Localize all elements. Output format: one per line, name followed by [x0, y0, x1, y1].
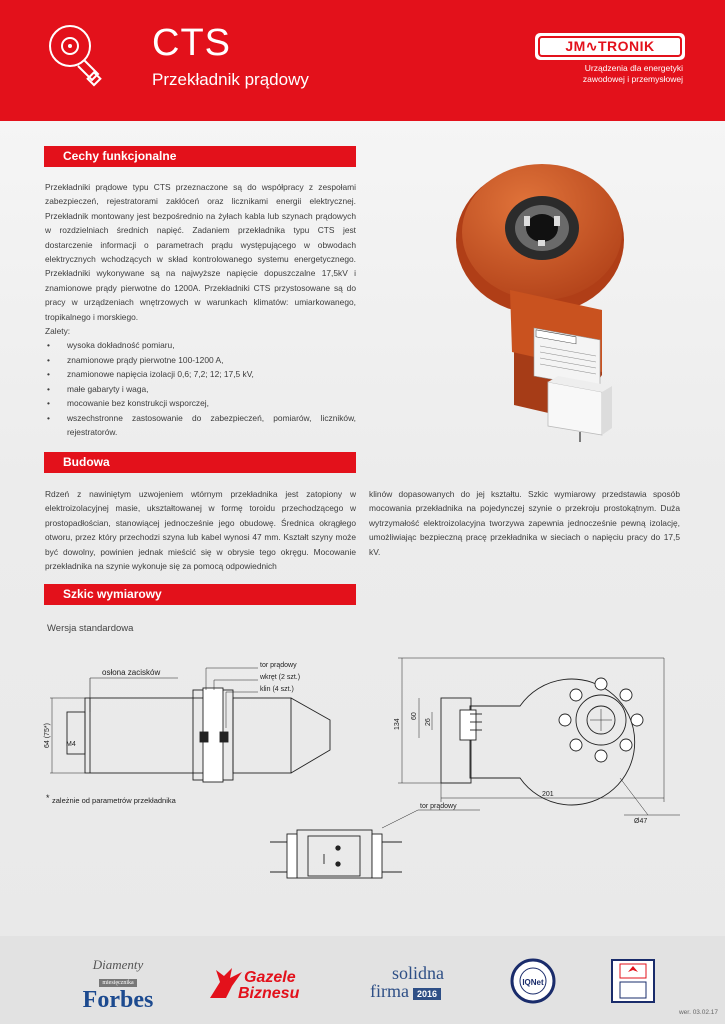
- section-heading-features: Cechy funkcjonalne: [44, 146, 356, 167]
- page-subtitle: Przekładnik prądowy: [152, 70, 309, 89]
- solidna-label-1: solidna: [392, 963, 444, 983]
- product-photo: [452, 160, 627, 450]
- current-transformer-icon: [40, 22, 106, 88]
- cert-net-label: IQNet: [522, 978, 544, 987]
- benefit-item: • znamionowe prądy pierwotne 100-1200 A,: [45, 353, 356, 367]
- award-forbes-diamonds: [78, 958, 158, 1011]
- label-dim-201: 201: [542, 791, 554, 798]
- footnote-star: *: [46, 793, 50, 803]
- section-heading-construction: Budowa: [44, 452, 356, 473]
- construction-text-col1: Rdzeń z nawiniętym uzwojeniem wtórnym przekładnika jest zatopiony w elektroizolacyjnej masie, ukształtowanej w formę toroidu przechodzącego w prostopadłościan, stanowiącej jednocześnie jego obudowę. Średnica okrągłego otworu, przez który przechodzi szyna lub kabel wynosi 47 mm. Kształt szyny może być dowolny, powinien jednak mieścić się w obrysie tego okręgu. Mocowanie przekładnika na szynie wykonuje się za pomocą odpowiednich: [45, 489, 356, 572]
- benefit-item: • znamionowe napięcia izolacji 0,6; 7,2; 12; 17,5 kV,: [45, 367, 356, 381]
- label-busbar-bottom: tor prądowy: [420, 803, 457, 810]
- award-solidna-firma: [370, 964, 460, 1003]
- header-banner: [0, 0, 725, 121]
- dimensional-drawing: [30, 650, 680, 880]
- footnote-text: zależnie od parametrów przekładnika: [52, 796, 176, 805]
- label-m4: M4: [66, 741, 76, 748]
- award-gazele: [206, 962, 316, 1012]
- logo-text: JM∿TRONIK: [538, 36, 682, 57]
- benefit-item: • wysoka dokładność pomiaru,: [45, 338, 356, 352]
- solidna-year: 2016: [413, 988, 441, 1000]
- sketch-variant-label: Wersja standardowa: [47, 623, 134, 634]
- forbes-label: Forbes: [82, 987, 154, 1013]
- version-label: wer. 03.02.17: [678, 1009, 718, 1016]
- label-dim-26: 26: [425, 718, 432, 726]
- features-intro: Przekładniki prądowe typu CTS przeznaczone są do współpracy z zespołami zabezpieczeń, rejestratorami zakłóceń oraz licznikami energii elektrycznej. Przekładnik montowany jest bezpośrednio na żyłach kabla lub szynach prądowych w rozdzielniach średnich napięć. Zadaniem przekładnika typu CTS jest dostarczenie informacji o parametrach prądu występującego w obwodach elektrycznych wchodzących w skład kontrolowanego systemu energetycznego. Przekładniki wykonywane są na najwyższe napięcie dopuszczalne 17,5kV i znamionowe prądy pierwotne do 1200A. Przekładniki CTS przystosowane są do pracy w urządzeniach wnętrzowych w warunkach klimatów: umiarkowanego, tropikalnego i morskiego.: [45, 182, 356, 322]
- benefit-item: • wszechstronne zastosowanie do zabezpieczeń, pomiarów, liczników, rejestratorów.: [45, 411, 356, 440]
- label-terminal-cover: osłona zacisków: [102, 668, 161, 677]
- diamonds-sub: miesięcznika: [99, 979, 136, 987]
- diamonds-label: Diamenty: [92, 957, 144, 972]
- features-text: [45, 180, 356, 439]
- solidna-label-2: firma: [370, 981, 409, 1001]
- gazele-label-2: Biznesu: [238, 985, 300, 1002]
- benefit-item: • mocowanie bez konstrukcji wsporczej,: [45, 396, 356, 410]
- page-title: CTS: [152, 22, 231, 64]
- tagline-line-2: zawodowej i przemysłowej: [582, 74, 683, 84]
- company-logo: [535, 33, 685, 60]
- benefit-item: • małe gabaryty i waga,: [45, 382, 356, 396]
- section-heading-sketch: Szkic wymiarowy: [44, 584, 356, 605]
- footer-awards-bar: [0, 936, 725, 1024]
- label-dim-64: 64 (75*): [44, 723, 51, 748]
- label-dim-134: 134: [394, 718, 401, 730]
- label-dim-60: 60: [411, 712, 418, 720]
- certificate-seal-icon: [510, 958, 556, 1004]
- gazele-label-1: Gazele: [244, 969, 296, 986]
- construction-text-col2: klinów dopasowanych do jej kształtu. Szkic wymiarowy przedstawia sposób mocowania przekładnika na pojedynczej szynie o przekroju prostokątnym. Duża wytrzymałość elektroizolacyjna tworzywa zapewnia jednocześnie pewną izolację, umożliwiając bezpieczną pracę przekładnika w sieciach o napięciu pracy do 17,5 kV.: [369, 489, 680, 557]
- company-tagline: [540, 63, 690, 85]
- label-dim-47: Ø47: [634, 818, 648, 825]
- tagline-line-1: Urządzenia dla energetyki: [584, 63, 683, 73]
- label-busbar: tor prądowy: [260, 662, 297, 669]
- benefits-list: [45, 338, 356, 439]
- label-wedge: klin (4 szt.): [260, 686, 294, 693]
- label-screw: wkręt (2 szt.): [260, 674, 301, 681]
- benefits-heading: Zalety:: [45, 326, 71, 337]
- certificate-eagle-icon: [610, 958, 656, 1004]
